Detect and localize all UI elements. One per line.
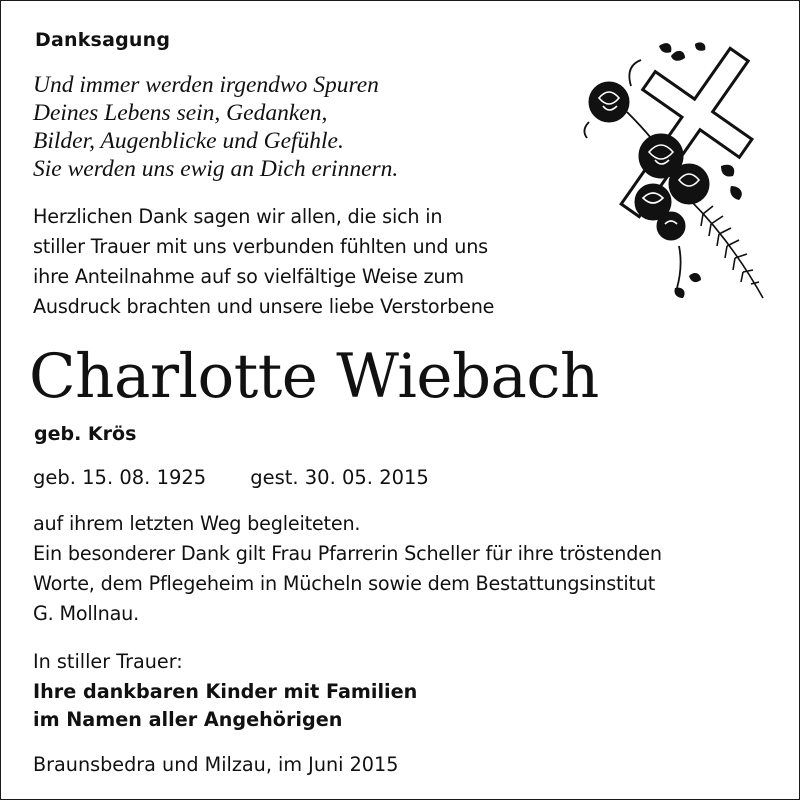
closing-line: G. Mollnau. <box>33 602 140 625</box>
notice-heading: Danksagung <box>35 29 171 51</box>
life-dates <box>33 466 429 489</box>
birth-date: geb. 15. 08. 1925 <box>33 466 207 489</box>
thanks-line: Ausdruck brachten und unsere liebe Verstorbene <box>33 295 495 318</box>
poem <box>33 71 398 183</box>
cross-with-roses-icon <box>571 26 771 311</box>
thanks-line: stiller Trauer mit uns verbunden fühlten und uns <box>33 235 488 258</box>
thanks-line: Herzlichen Dank sagen wir allen, die sich in <box>33 205 443 228</box>
thanks-line: ihre Anteilnahme auf so vielfältige Weise zum <box>33 265 464 288</box>
poem-line: Sie werden uns ewig an Dich erinnern. <box>33 156 399 182</box>
poem-line: Und immer werden irgendwo Spuren <box>33 72 379 98</box>
mourning-label: In stiller Trauer: <box>33 650 183 673</box>
closing-paragraph <box>33 509 662 629</box>
poem-line: Bilder, Augenblicke und Gefühle. <box>33 128 344 154</box>
thanks-paragraph <box>33 202 494 322</box>
poem-line: Deines Lebens sein, Gedanken, <box>33 100 328 126</box>
birth-name: geb. Krös <box>34 423 137 445</box>
deceased-name: Charlotte Wiebach <box>29 341 599 412</box>
family-signature <box>33 678 417 734</box>
place-date: Braunsbedra und Milzau, im Juni 2015 <box>33 753 399 776</box>
closing-line: Worte, dem Pflegeheim in Mücheln sowie dem Bestattungsinstitut <box>33 572 656 595</box>
closing-line: Ein besonderer Dank gilt Frau Pfarrerin Scheller für ihre tröstenden <box>33 542 662 565</box>
family-line: im Namen aller Angehörigen <box>33 708 343 731</box>
closing-line: auf ihrem letzten Weg begleiteten. <box>33 512 361 535</box>
family-line: Ihre dankbaren Kinder mit Familien <box>33 680 418 703</box>
death-date: gest. 30. 05. 2015 <box>250 466 429 489</box>
